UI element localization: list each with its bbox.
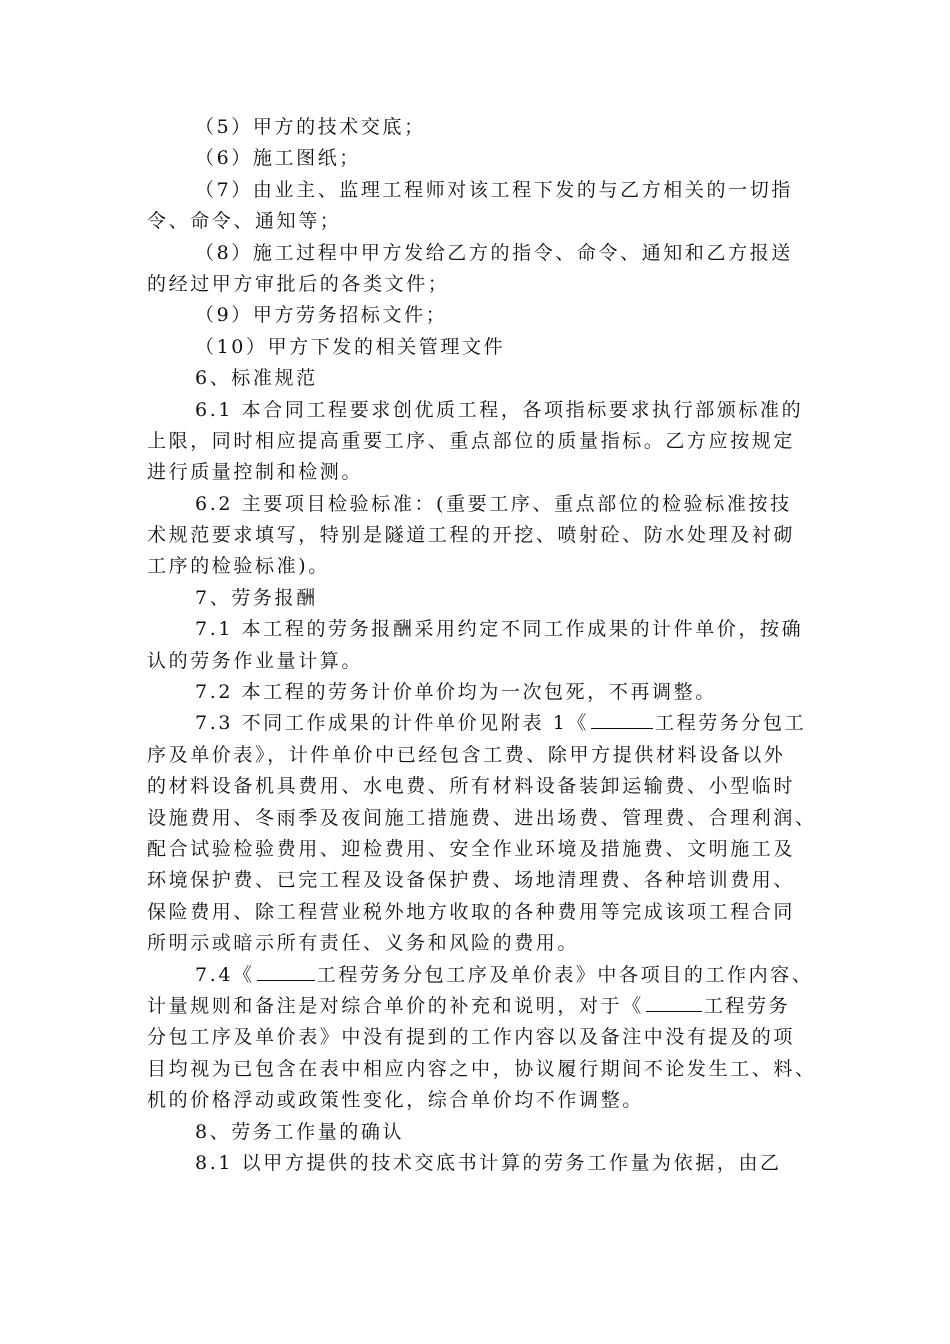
clause-text: 工程劳务: [703, 994, 791, 1017]
fill-in-blank: [257, 960, 315, 981]
clause-line: 的材料设备机具费用、水电费、所有材料设备装卸运输费、小型临时: [147, 775, 796, 798]
clause-line: 目均视为已包含在表中相应内容之中，协议履行期间不论发生工、料、: [147, 1057, 817, 1080]
clause-line: 7.2 本工程的劳务计价单价均为一次包死，不再调整。: [195, 681, 717, 704]
fill-in-blank: [646, 991, 702, 1012]
clause-line: （10）甲方下发的相关管理文件: [195, 335, 506, 358]
clause-line: （8）施工过程中甲方发给乙方的指令、命令、通知和乙方报送: [195, 241, 793, 264]
section-heading: 7、劳务报酬: [195, 586, 318, 609]
clause-line: 设施费用、冬雨季及夜间施工措施费、进出场费、管理费、合理利润、: [147, 806, 817, 829]
clause-line: 认的劳务作业量计算。: [147, 649, 364, 672]
clause-line: 6.1 本合同工程要求创优质工程，各项指标要求执行部颁标准的: [195, 398, 804, 421]
clause-line: 分包工序及单价表》中没有提到的工作内容以及备注中没有提及的项: [147, 1026, 796, 1049]
clause-text: 计量规则和备注是对综合单价的补充和说明，对于《: [147, 994, 644, 1017]
clause-line: 所明示或暗示所有责任、义务和风险的费用。: [147, 932, 580, 955]
clause-line: （9）甲方劳务招标文件；: [195, 304, 448, 327]
clause-line: 上限，同时相应提高重要工序、重点部位的质量指标。乙方应按规定: [147, 429, 796, 452]
clause-text: 7.4《: [195, 963, 255, 986]
clause-line: 8.1 以甲方提供的技术交底书计算的劳务工作量为依据，由乙: [195, 1151, 782, 1174]
clause-line: 环境保护费、已完工程及设备保护费、场地清理费、各种培训费用、: [147, 869, 796, 892]
clause-line: 序及单价表》，计件单价中已经包含工费、除甲方提供材料设备以外: [147, 743, 786, 766]
clause-line: 令、命令、通知等；: [147, 210, 342, 233]
clause-line: 术规范要求填写，特别是隧道工程的开挖、喷射砼、防水处理及衬砌: [147, 524, 796, 547]
clause-line: [147, 708, 807, 739]
clause-line: 7.1 本工程的劳务报酬采用约定不同工作成果的计件单价，按确: [195, 618, 804, 641]
clause-line: 6.2 主要项目检验标准：(重要工序、重点部位的检验标准按技: [195, 492, 792, 515]
clause-text: 工程劳务分包工序及单价表》中各项目的工作内容、: [316, 963, 814, 986]
clause-text: 工程劳务分包工: [655, 712, 807, 735]
clause-line: 机的价格浮动或政策性变化，综合单价均不作调整。: [147, 1089, 644, 1112]
clause-line: [147, 960, 814, 991]
section-heading: 8、劳务工作量的确认: [195, 1120, 405, 1143]
clause-line: （6）施工图纸；: [195, 147, 361, 170]
document-page: [147, 112, 817, 1179]
section-heading: 6、标准规范: [195, 367, 318, 390]
clause-line: 保险费用、除工程营业税外地方收取的各种费用等完成该项工程合同: [147, 900, 796, 923]
fill-in-blank: [591, 708, 653, 729]
clause-text: 7.3 不同工作成果的计件单价见附表 1《: [195, 712, 589, 735]
clause-line: （5）甲方的技术交底；: [195, 116, 426, 138]
clause-line: [147, 991, 807, 1022]
clause-line: 的经过甲方审批后的各类文件；: [147, 272, 450, 295]
clause-line: （7）由业主、监理工程师对该工程下发的与乙方相关的一切指: [195, 178, 793, 201]
clause-line: 工序的检验标准)。: [147, 555, 330, 578]
clause-line: 进行质量控制和检测。: [147, 461, 364, 484]
clause-line: 配合试验检验费用、迎检费用、安全作业环境及措施费、文明施工及: [147, 837, 796, 860]
